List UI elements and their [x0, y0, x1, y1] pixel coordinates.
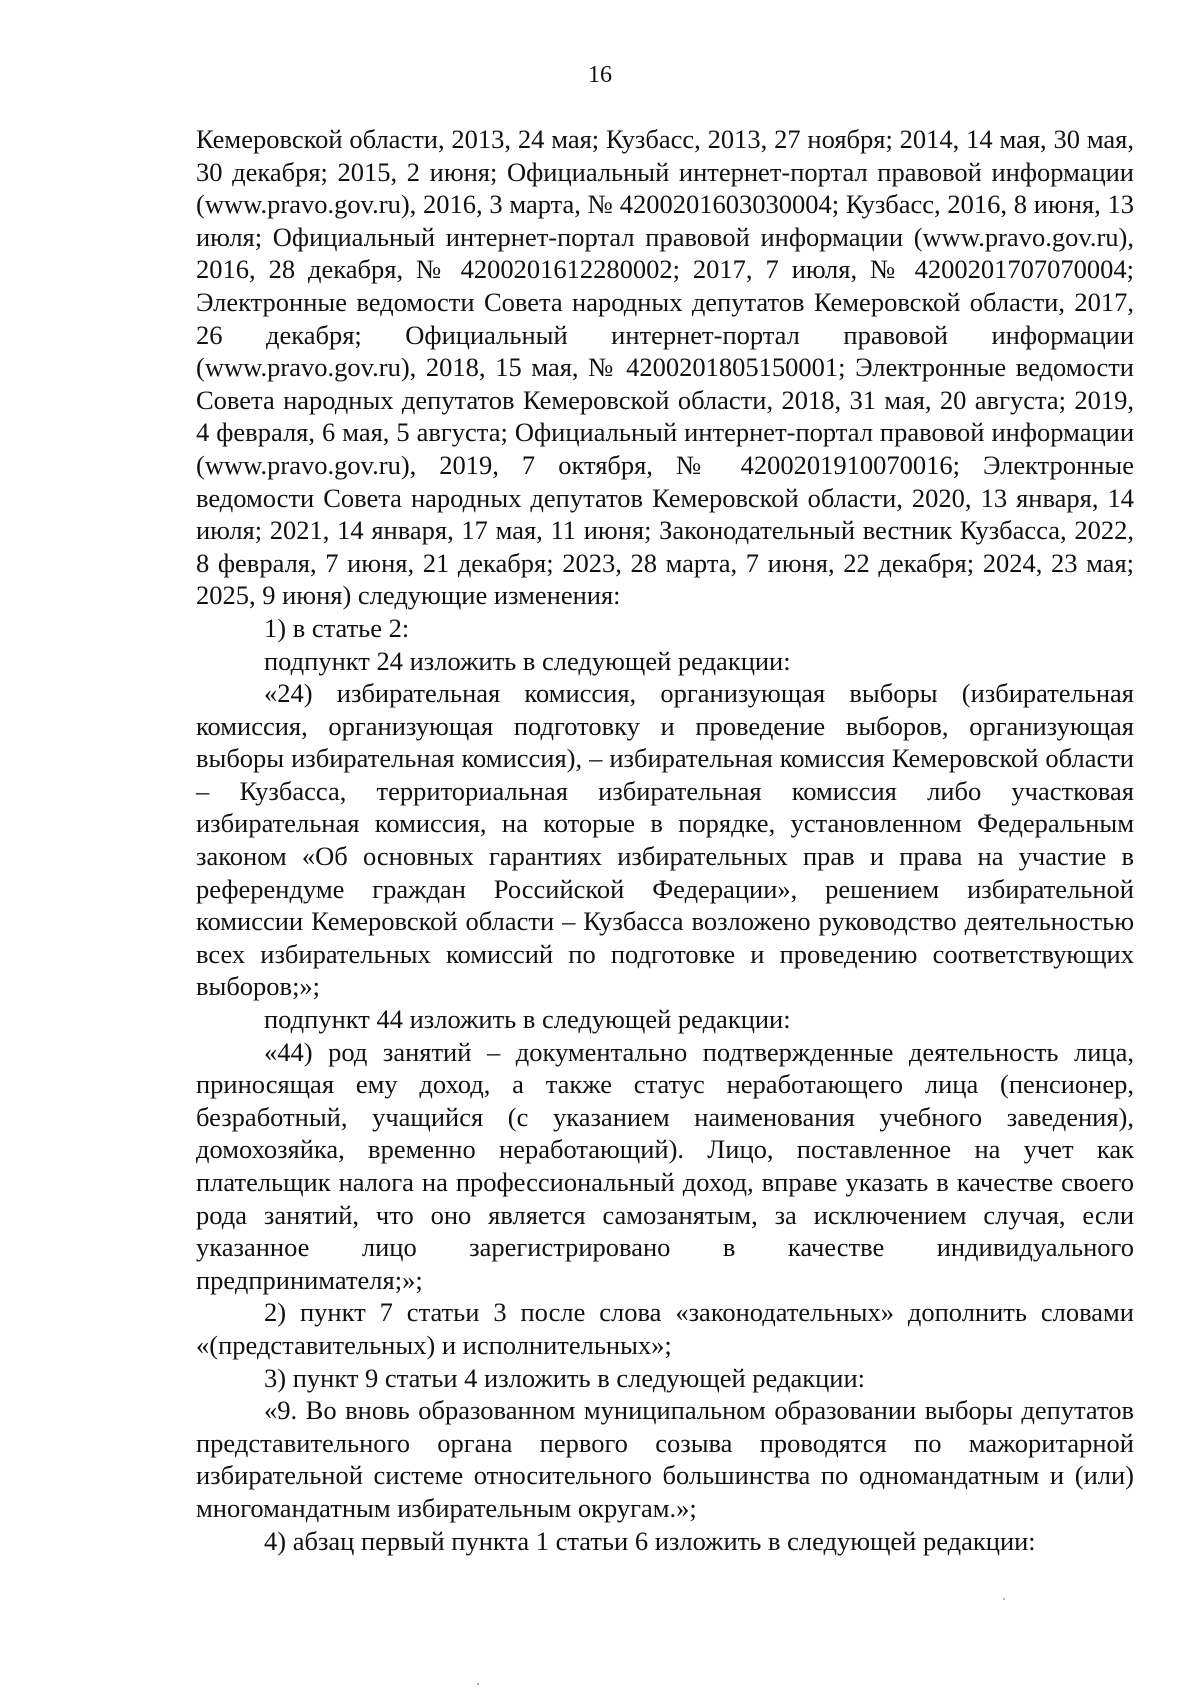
page-number: 16	[588, 62, 612, 88]
paragraph-continuation: Кемеровской области, 2013, 24 мая; Кузбасс, 2013, 27 ноября; 2014, 14 мая, 30 мая, 30 декабря; 2015, 2 июня; Официальный интернет-портал правовой информации (www.pravo.gov.ru), 2016, 3 марта, № 4200201603030004; Кузбасс, 2016, 8 июня, 13 июля; Официальный интернет-портал правовой информации (www.pravo.gov.ru), 2016, 28 декабря, № 4200201612280002; 2017, 7 июля, № 4200201707070004; Электронные ведомости Совета народных депутатов Кемеровской области, 2017, 26 декабря; Официальный интернет-портал правовой информации (www.pravo.gov.ru), 2018, 15 мая, № 4200201805150001; Электронные ведомости Совета народных депутатов Кемеровской области, 2018, 31 мая, 20 августа; 2019, 4 февраля, 6 мая, 5 августа; Официальный интернет-портал правовой информации (www.pravo.gov.ru), 2019, 7 октября, № 4200201910070016; Электронные ведомости Совета народных депутатов Кемеровской области, 2020, 13 января, 14 июля; 2021, 14 января, 17 мая, 11 июня; Законодательный вестник Кузбасса, 2022, 8 февраля, 7 июня, 21 декабря; 2023, 28 марта, 7 июня, 22 декабря; 2024, 23 мая; 2025, 9 июня) следующие изменения:	[196, 124, 1134, 611]
paragraph-item-4: 4) абзац первый пункта 1 статьи 6 изложить в следующей редакции:	[264, 1525, 1036, 1556]
paragraph-subitem-24-text: «24) избирательная комиссия, организующая выборы (избирательная комиссия, организующая подготовку и проведение выборов, организующая выборы избирательная комиссия), – избирательная комиссия Кемеровской области – Кузбасса, территориальная избирательная комиссия либо участковая избирательная комиссия, на которые в порядке, установленном Федеральным законом «Об основных гарантиях избирательных прав и права на участие в референдуме граждан Российской Федерации», решением избирательной комиссии Кемеровской области – Кузбасса возложено руководство деятельностью всех избирательных комиссий по подготовке и проведению соответствующих выборов;»;	[196, 678, 1134, 1002]
paragraph-subitem-44-text: «44) род занятий – документально подтвержденные деятельность лица, приносящая ему доход, а также статус неработающего лица (пенсионер, безработный, учащийся (с указанием наименования учебного заведения), домохозяйка, временно неработающий). Лицо, поставленное на учет как плательщик налога на профессиональный доход, вправе указать в качестве своего рода занятий, что оно является самозанятым, за исключением случая, если указанное лицо зарегистрировано в качестве индивидуального предпринимателя;»;	[196, 1036, 1134, 1295]
paragraph-subitem-24-intro: подпункт 24 изложить в следующей редакции:	[264, 645, 791, 676]
paragraph-subitem-44-intro: подпункт 44 изложить в следующей редакции:	[264, 1004, 791, 1035]
paragraph-item-1: 1) в статье 2:	[264, 612, 410, 643]
paragraph-item-2: 2) пункт 7 статьи 3 после слова «законодательных» дополнить словами «(представительных) и исполнительных»;	[196, 1297, 1134, 1360]
document-body	[196, 123, 1134, 1557]
paragraph-item-3: 3) пункт 9 статьи 4 изложить в следующей редакции:	[264, 1362, 865, 1393]
scan-speck	[1003, 1598, 1005, 1600]
scan-speck	[477, 1683, 479, 1685]
paragraph-item-3-text: «9. Во вновь образованном муниципальном образовании выборы депутатов представительного органа первого созыва проводятся по мажоритарной избирательной системе относительного большинства по одномандатным и (или) многомандатным избирательным округам.»;	[196, 1395, 1134, 1523]
